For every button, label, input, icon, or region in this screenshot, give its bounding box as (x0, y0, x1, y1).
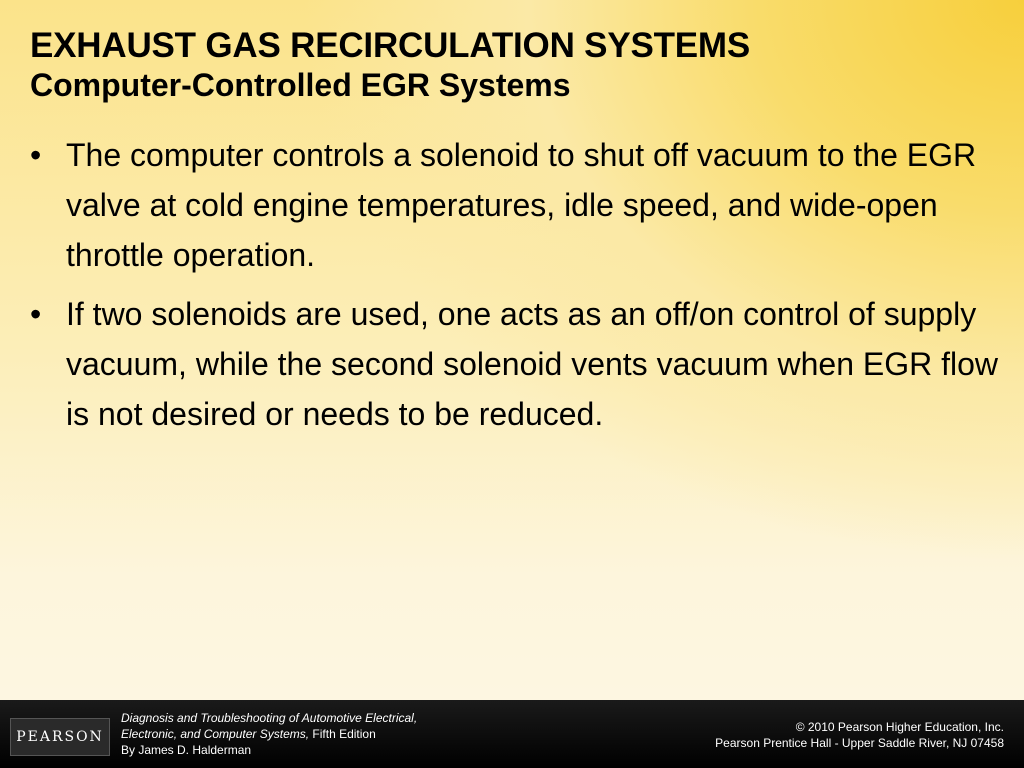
bullet-list (30, 130, 1000, 448)
bullet-text: If two solenoids are used, one acts as an off/on control of supply vacuum, while the second solenoid vents vacuum when EGR flow is not desired or needs to be reduced. (66, 296, 999, 432)
bullet-marker: • (30, 296, 42, 332)
copyright-line1: © 2010 Pearson Higher Education, Inc. (795, 720, 1004, 734)
title-block (30, 26, 990, 104)
pearson-logo: PEARSON (10, 718, 110, 756)
bullet-marker: • (30, 137, 42, 173)
book-info (121, 710, 417, 758)
footer-bar (0, 700, 1024, 768)
book-title-line1: Diagnosis and Troubleshooting of Automotive Electrical, (121, 711, 418, 725)
book-edition: Fifth Edition (309, 727, 376, 741)
bullet-text: The computer controls a solenoid to shut off vacuum to the EGR valve at cold engine temperatures, idle speed, and wide-open throttle operation. (66, 137, 977, 273)
copyright-notice (715, 719, 1004, 751)
copyright-line2: Pearson Prentice Hall - Upper Saddle River, NJ 07458 (715, 736, 1004, 750)
book-author: By James D. Halderman (121, 743, 252, 757)
book-title-line2: Electronic, and Computer Systems, (121, 727, 310, 741)
bullet-item (30, 289, 1000, 439)
bullet-item (30, 130, 1000, 280)
slide-title: EXHAUST GAS RECIRCULATION SYSTEMS (30, 26, 751, 65)
slide-subtitle: Computer-Controlled EGR Systems (30, 67, 571, 103)
